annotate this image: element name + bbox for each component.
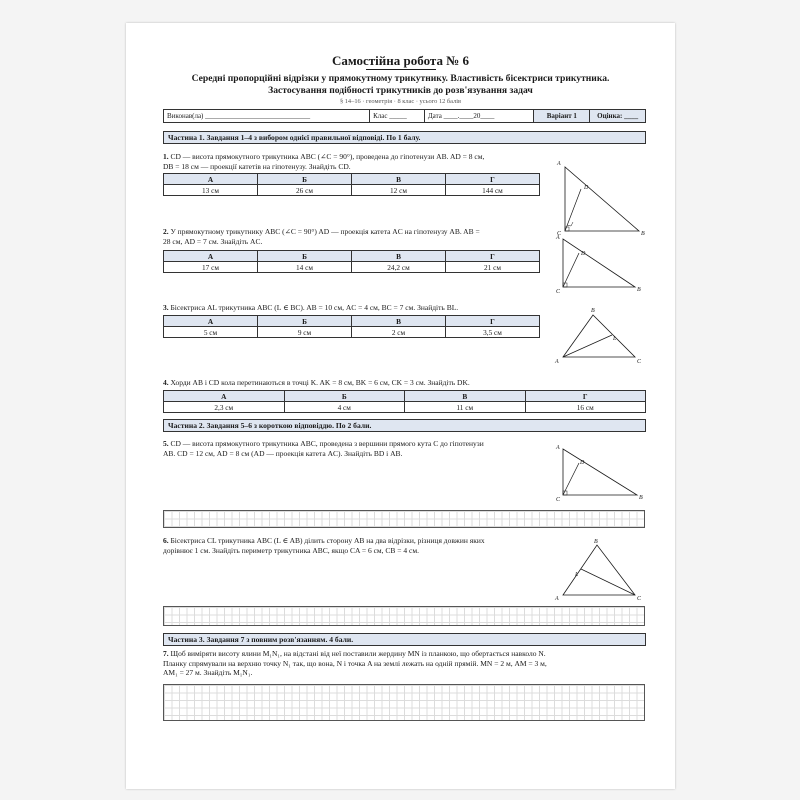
variant-label: Варіант 1	[534, 110, 590, 122]
answer-option-v[interactable]: 2 см	[352, 327, 446, 338]
answer-header-v: В	[405, 391, 526, 402]
label-d: D	[584, 185, 589, 191]
task-4-text	[163, 378, 470, 388]
task-2-line-2: 28 см, AD = 7 см. Знайдіть AC.	[163, 236, 263, 246]
label-c: C	[556, 289, 561, 295]
answer-option-a[interactable]: 5 см	[164, 327, 258, 338]
task-3-answers	[163, 315, 540, 338]
task-1-answers	[163, 173, 540, 196]
label-a: A	[557, 161, 561, 167]
task-7-line-3: AM₁ = 27 м. Знайдіть M₁N₁.	[163, 668, 253, 678]
title-underline	[366, 69, 436, 70]
label-l: L	[575, 572, 579, 578]
label-l: L	[613, 336, 617, 342]
label-a: A	[556, 235, 560, 241]
label-c: C	[637, 596, 642, 602]
grade-field[interactable]: Оцінка: ____	[590, 110, 645, 122]
answer-header-a: А	[164, 391, 285, 402]
task-5-text	[163, 439, 484, 458]
part-3-header: Частина 3. Завдання 7 з повним розв'язанням. 4 бали.	[163, 633, 646, 646]
answer-header-a: А	[164, 251, 258, 262]
task-7-answer-box[interactable]	[163, 684, 645, 721]
task-2-number: 2.	[163, 227, 169, 236]
task-4-answers	[163, 390, 646, 413]
label-c: C	[556, 497, 561, 503]
task-7-text	[163, 649, 651, 678]
label-b: B	[637, 287, 641, 293]
answer-option-g[interactable]: 144 см	[446, 185, 540, 196]
performed-by-field[interactable]: Виконав(ла) ______________________________	[164, 110, 370, 122]
answer-option-g[interactable]: 3,5 см	[446, 327, 540, 338]
task-6-figure	[551, 538, 651, 603]
part-1-header: Частина 1. Завдання 1–4 з вибором однієї правильної відповіді. По 1 балу.	[163, 131, 646, 144]
answer-option-a[interactable]: 13 см	[164, 185, 258, 196]
answer-option-v[interactable]: 24,2 см	[352, 262, 446, 273]
task-3-line-1: Бісектриса AL трикутника ABC (L ∈ BC). AB = 10 см, AC = 4 см, BC = 7 см. Знайдіть BL.	[170, 303, 459, 312]
subtitle-line-1: Середні пропорційні відрізки у прямокутному трикутнику. Властивість бісектриси трикутника.	[191, 73, 610, 84]
page-title: Самостійна робота № 6	[331, 53, 470, 68]
answer-option-b[interactable]: 14 см	[258, 262, 352, 273]
answer-header-b: Б	[284, 391, 405, 402]
subtitle-line-2: Застосування подібності трикутників до розв'язування задач	[268, 85, 533, 96]
label-a: A	[556, 445, 560, 451]
task-5-answer-box[interactable]	[163, 510, 645, 528]
task-2-figure	[551, 233, 651, 293]
task-1-number: 1.	[163, 152, 169, 161]
label-b: B	[594, 539, 598, 545]
label-d: D	[581, 251, 586, 257]
task-7-line-1: Щоб виміряти висоту ялини M₁N₁, на відстані від неї поставили жердину MN із планкою, що обертається навколо N.	[170, 649, 546, 658]
task-2-text	[163, 227, 480, 246]
task-7-line-2: Планку спрямували на верхню точку N₁ так, що вона, N і точка A на землі лежать на одній прямій. MN = 2 м, AM = 3 м,	[163, 658, 547, 668]
student-info-row	[163, 109, 646, 123]
task-6-line-2: дорівнює 1 см. Знайдіть периметр трикутника ABC, якщо CA = 6 см, CB = 4 см.	[163, 545, 419, 555]
label-b: B	[591, 308, 595, 314]
section-meta: § 14–16 · геометрія · 8 клас · усього 12 балів	[339, 98, 462, 105]
task-1-line-1: CD — висота прямокутного трикутника ABC (∠C = 90°), проведена до гіпотенузи AB. AD = 8 см,	[170, 152, 485, 161]
answer-header-a: А	[164, 316, 258, 327]
task-6-number: 6.	[163, 536, 169, 545]
answer-header-b: Б	[258, 251, 352, 262]
answer-option-v[interactable]: 11 см	[405, 402, 526, 413]
answer-option-g[interactable]: 21 см	[446, 262, 540, 273]
task-1-figure	[551, 155, 651, 235]
task-3-figure	[551, 303, 651, 363]
answer-option-a[interactable]: 2,3 см	[164, 402, 285, 413]
answer-header-b: Б	[258, 174, 352, 185]
task-5-number: 5.	[163, 439, 169, 448]
answer-header-a: А	[164, 174, 258, 185]
task-6-line-1: Бісектриса CL трикутника ABC (L ∈ AB) ділить сторону AB на два відрізки, різниця довжин яких	[170, 536, 485, 545]
task-3-number: 3.	[163, 303, 169, 312]
answer-header-g: Г	[446, 316, 540, 327]
task-6-answer-box[interactable]	[163, 606, 645, 626]
answer-header-b: Б	[258, 316, 352, 327]
class-field[interactable]: Клас _____	[370, 110, 425, 122]
answer-option-b[interactable]: 4 см	[284, 402, 405, 413]
answer-option-b[interactable]: 26 см	[258, 185, 352, 196]
part-2-header: Частина 2. Завдання 5–6 з короткою відповіддю. По 2 бали.	[163, 419, 646, 432]
task-5-line-2: AB. CD = 12 см, AD = 8 см (AD — проекція катета AC). Знайдіть BD і AB.	[163, 448, 403, 458]
worksheet-page	[126, 23, 675, 789]
label-c: C	[637, 359, 642, 365]
label-b: B	[641, 231, 645, 237]
task-5-figure	[551, 443, 651, 503]
label-c: C	[557, 231, 562, 237]
task-3-text	[163, 303, 458, 313]
task-1-line-2: DB = 18 см — проекції катетів на гіпотенузу. Знайдіть CD.	[163, 161, 351, 171]
answer-option-v[interactable]: 12 см	[352, 185, 446, 196]
answer-option-a[interactable]: 17 см	[164, 262, 258, 273]
date-field[interactable]: Дата ____.____20____	[425, 110, 535, 122]
task-7-number: 7.	[163, 649, 169, 658]
label-a: A	[555, 596, 559, 602]
answer-header-g: Г	[446, 174, 540, 185]
label-a: A	[555, 359, 559, 365]
label-d: D	[580, 460, 585, 466]
answer-header-v: В	[352, 174, 446, 185]
answer-option-g[interactable]: 16 см	[525, 402, 646, 413]
task-2-answers	[163, 250, 540, 273]
answer-header-v: В	[352, 251, 446, 262]
answer-header-g: Г	[446, 251, 540, 262]
task-4-number: 4.	[163, 378, 169, 387]
task-1-text	[163, 152, 484, 171]
task-5-line-1: CD — висота прямокутного трикутника ABC, проведена з вершини прямого кута C до гіпотенузи	[170, 439, 484, 448]
answer-option-b[interactable]: 9 см	[258, 327, 352, 338]
label-b: B	[639, 495, 643, 501]
answer-header-g: Г	[525, 391, 646, 402]
answer-header-v: В	[352, 316, 446, 327]
task-2-line-1: У прямокутному трикутнику ABC (∠C = 90°) AD — проекція катета AC на гіпотенузу AB. AB =	[170, 227, 480, 236]
task-6-text	[163, 536, 485, 555]
task-4-line-1: Хорди AB і CD кола перетинаються в точці K. AK = 8 см, BK = 6 см, CK = 3 см. Знайдіть DK.	[170, 378, 470, 387]
